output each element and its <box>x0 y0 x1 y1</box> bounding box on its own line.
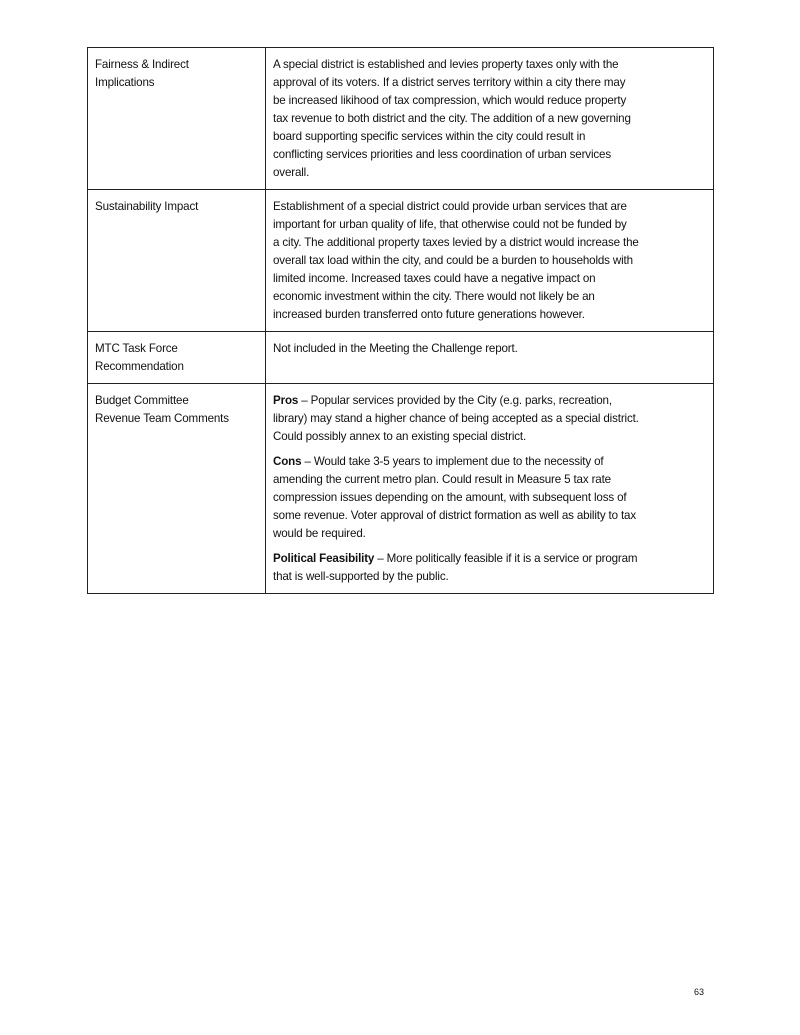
paragraph <box>273 392 706 446</box>
paragraph <box>273 340 706 358</box>
page-number: 63 <box>694 987 705 997</box>
paragraph-lead: Cons <box>273 455 302 468</box>
row-label <box>88 48 266 190</box>
text-line-rest: – Popular services provided by the City (e.g. parks, recreation, <box>298 394 612 407</box>
text-line: that is well-supported by the public. <box>273 570 449 583</box>
text-line: increased burden transferred onto future generations however. <box>273 308 585 321</box>
paragraph <box>273 198 706 324</box>
text-line: board supporting specific services within the city could result in <box>273 130 586 143</box>
text-line: overall. <box>273 166 310 179</box>
table-row <box>88 190 714 332</box>
text-line: compression issues depending on the amount, with subsequent loss of <box>273 491 627 504</box>
row-label-line: Budget Committee <box>95 394 189 407</box>
row-label <box>88 384 266 594</box>
text-line-rest: – Would take 3-5 years to implement due to the necessity of <box>301 455 604 468</box>
row-label-line: MTC Task Force <box>95 342 178 355</box>
text-line: overall tax load within the city, and could be a burden to households with <box>273 254 633 267</box>
text-line: library) may stand a higher chance of being accepted as a special district. <box>273 412 639 425</box>
text-line: a city. The additional property taxes levied by a district would increase the <box>273 236 639 249</box>
revenue-option-table <box>87 47 714 594</box>
text-line: economic investment within the city. There would not likely be an <box>273 290 595 303</box>
table-row <box>88 48 714 190</box>
text-line: amending the current metro plan. Could result in Measure 5 tax rate <box>273 473 611 486</box>
row-content <box>266 332 714 384</box>
text-line <box>273 453 706 471</box>
text-line: limited income. Increased taxes could have a negative impact on <box>273 272 596 285</box>
row-content <box>266 190 714 332</box>
text-line: conflicting services priorities and less coordination of urban services <box>273 148 611 161</box>
text-line: Establishment of a special district could provide urban services that are <box>273 200 627 213</box>
text-line: important for urban quality of life, that otherwise could not be funded by <box>273 218 627 231</box>
text-line: would be required. <box>273 527 366 540</box>
text-line: tax revenue to both district and the city. The addition of a new governing <box>273 112 631 125</box>
table-row <box>88 332 714 384</box>
text-line: Could possibly annex to an existing special district. <box>273 430 527 443</box>
text-line: approval of its voters. If a district serves territory within a city there may <box>273 76 626 89</box>
row-label <box>88 332 266 384</box>
row-label-line: Revenue Team Comments <box>95 412 229 425</box>
paragraph <box>273 56 706 182</box>
text-line: be increased likihood of tax compression, which would reduce property <box>273 94 627 107</box>
text-line <box>273 550 706 568</box>
paragraph <box>273 453 706 543</box>
row-content <box>266 48 714 190</box>
row-label-line: Sustainability Impact <box>95 200 199 213</box>
row-label <box>88 190 266 332</box>
table-row <box>88 384 714 594</box>
row-label-line: Fairness & Indirect <box>95 58 189 71</box>
text-line: Not included in the Meeting the Challenge report. <box>273 342 518 355</box>
row-label-line: Implications <box>95 76 155 89</box>
text-line <box>273 392 706 410</box>
paragraph-lead: Pros <box>273 394 299 407</box>
text-line-rest: – More politically feasible if it is a service or program <box>374 552 638 565</box>
row-label-line: Recommendation <box>95 360 184 373</box>
paragraph <box>273 550 706 586</box>
row-content <box>266 384 714 594</box>
text-line: A special district is established and levies property taxes only with the <box>273 58 619 71</box>
text-line: some revenue. Voter approval of district formation as well as ability to tax <box>273 509 636 522</box>
paragraph-lead: Political Feasibility <box>273 552 375 565</box>
